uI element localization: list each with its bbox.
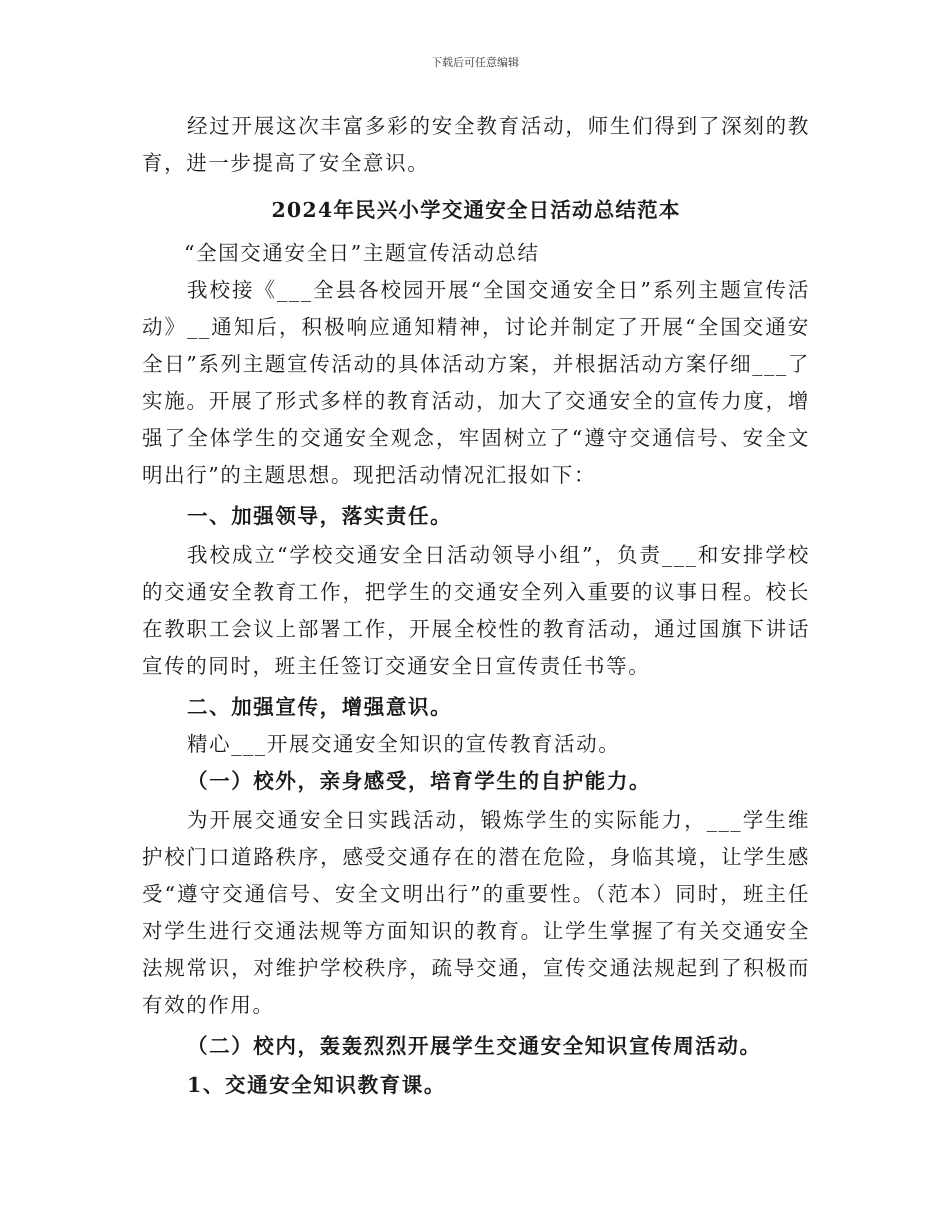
section-heading-1: 一、加强领导，落实责任。 (187, 504, 453, 528)
paragraph-leadership: 我校成立“学校交通安全日活动领导小组”，负责___和安排学校的交通安全教育工作，把学生的交通安全列入重要的议事日程。校长在教职工会议上部署工作，开展全校性的教育活动，通过国旗下讲话宣传的同时，班主任签订交通安全日宣传责任书等。 (142, 543, 810, 678)
header-note: 下载后可任意编辑 (431, 56, 519, 69)
paragraph-overview: 我校接《___全县各校园开展“全国交通安全日”系列主题宣传活动》__通知后，积极响应通知精神，讨论并制定了开展“全国交通安全日”系列主题宣传活动的具体活动方案，并根据活动方案仔细___了实施。开展了形式多样的教育活动，加大了交通安全的宣传力度，增强了全体学生的交通安全观念，牢固树立了“遵守交通信号、安全文明出行”的主题思想。现把活动情况汇报如下： (142, 278, 810, 487)
paragraph-outside-school: 为开展交通安全日实践活动，锻炼学生的实际能力，___学生维护校门口道路秩序，感受交通存在的潜在危险，身临其境，让学生感受“遵守交通信号、安全文明出行”的重要性。（范本）同时，班主任对学生进行交通法规等方面知识的教育。让学生掌握了有关交通安全法规常识，对维护学校秩序，疏导交通，宣传交通法规起到了积极而有效的作用。 (142, 808, 810, 1017)
paragraph-intro: 经过开展这次丰富多彩的安全教育活动，师生们得到了深刻的教育，进一步提高了安全意识。 (142, 114, 810, 175)
document-subtitle: “全国交通安全日”主题宣传活动总结 (184, 241, 540, 265)
paragraph-publicity: 精心___开展交通安全知识的宣传教育活动。 (187, 732, 621, 756)
subsection-heading-1: （一）校外，亲身感受，培育学生的自护能力。 (187, 769, 652, 793)
subsection-heading-2: （二）校内，轰轰烈烈开展学生交通安全知识宣传周活动。 (187, 1034, 762, 1058)
item-heading-1: 1、交通安全知识教育课。 (187, 1073, 446, 1097)
section-heading-2: 二、加强宣传，增强意识。 (187, 695, 453, 719)
document-body (142, 108, 810, 1104)
document-title: 2024年民兴小学交通安全日活动总结范本 (271, 198, 681, 222)
